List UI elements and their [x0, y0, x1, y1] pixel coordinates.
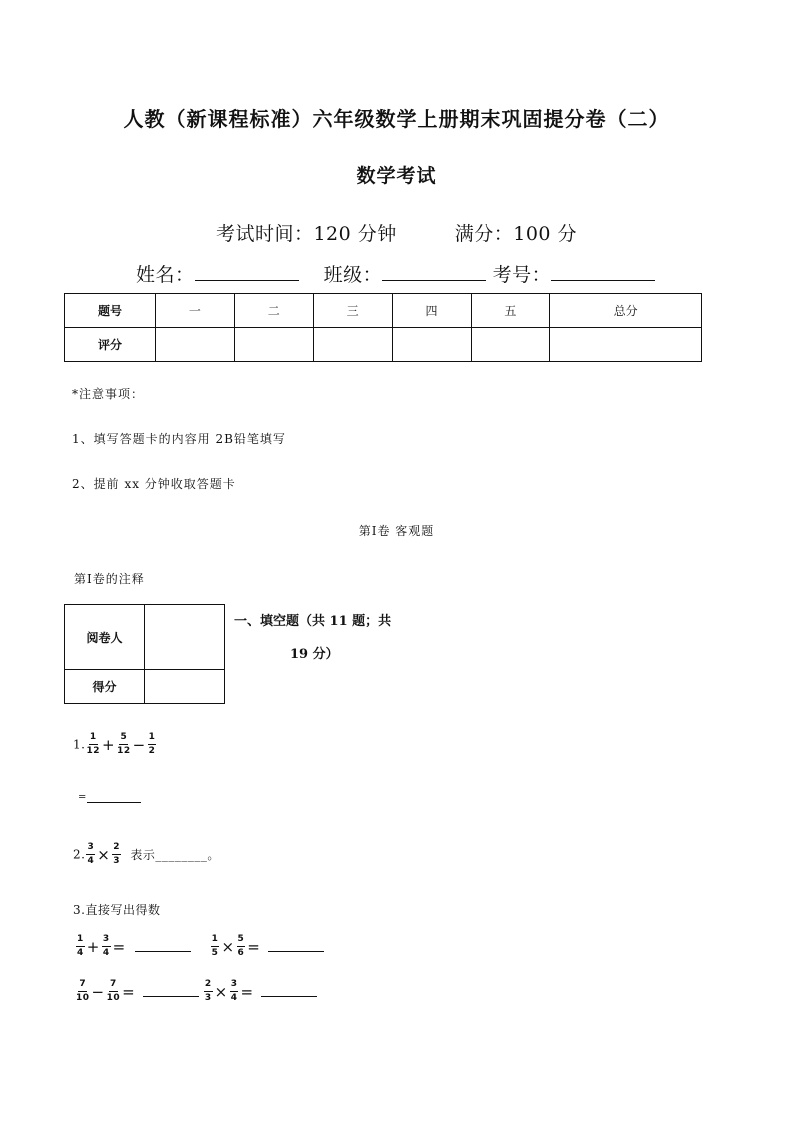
grader-label: 阅卷人 — [65, 605, 145, 670]
score-table-col: 总分 — [550, 294, 702, 328]
q3-blank-3[interactable] — [143, 987, 199, 997]
note-item: 1、填写答题卡的内容用 2B铅笔填写 — [72, 432, 286, 446]
fraction: $\frac{2}{3}$ — [113, 842, 121, 866]
q2-number: 2. — [73, 847, 86, 862]
score-cell[interactable] — [550, 328, 702, 362]
score-table — [64, 293, 702, 362]
fraction: $\frac{5}{12}$ — [117, 732, 131, 756]
question-1 — [73, 733, 157, 756]
q3-blank-2[interactable] — [268, 942, 324, 952]
times-sign: × — [221, 937, 235, 956]
q1-answer — [78, 792, 141, 803]
student-fields — [136, 260, 655, 287]
question-2 — [73, 843, 220, 866]
q3-blank-1[interactable] — [135, 942, 191, 952]
fraction: $\frac{7}{10}$ — [76, 979, 90, 1003]
fraction: $\frac{1}{5}$ — [211, 934, 219, 958]
volume-note: 第Ⅰ卷的注释 — [74, 572, 145, 586]
times-sign: × — [214, 982, 228, 1001]
score-table-row-label: 题号 — [65, 294, 156, 328]
minus-sign: − — [91, 982, 105, 1001]
score-table-col: 二 — [234, 294, 313, 328]
q3-row-2 — [75, 980, 317, 1003]
fraction: $\frac{1}{2}$ — [148, 732, 156, 756]
fraction: $\frac{5}{6}$ — [237, 934, 245, 958]
equals-sign: = — [247, 937, 261, 956]
minus-sign: − — [132, 735, 146, 754]
grader-cell[interactable] — [145, 605, 225, 670]
score-table-header-row — [65, 294, 702, 328]
plus-sign: + — [86, 937, 100, 956]
document-title: 人教（新课程标准）六年级数学上册期末巩固提分卷（二） — [123, 107, 670, 131]
fraction: $\frac{1}{4}$ — [77, 934, 84, 958]
q1-number: 1. — [73, 737, 86, 752]
document-subtitle: 数学考试 — [356, 165, 437, 187]
q1-answer-blank[interactable] — [87, 793, 141, 803]
exam-info — [0, 219, 793, 246]
score-table-col: 四 — [392, 294, 471, 328]
q1-equals: = — [78, 792, 87, 803]
score-table-col: 五 — [471, 294, 550, 328]
class-blank[interactable] — [382, 261, 486, 281]
score-cell[interactable] — [156, 328, 235, 362]
id-label: 考号： — [492, 264, 552, 286]
name-blank[interactable] — [195, 261, 299, 281]
part-title-line1: 一、填空题（共 11 题；共 — [234, 614, 392, 629]
grader-score-label: 得分 — [65, 670, 145, 704]
volume-title: 第Ⅰ卷 客观题 — [358, 524, 435, 538]
q3-row-1 — [75, 935, 324, 958]
score-table-row-label: 评分 — [65, 328, 156, 362]
name-label: 姓名： — [136, 264, 195, 286]
equals-sign: = — [240, 982, 254, 1001]
q3-blank-4[interactable] — [261, 987, 317, 997]
class-label: 班级： — [323, 264, 383, 286]
score-table-col: 三 — [313, 294, 392, 328]
score-table-score-row — [65, 328, 702, 362]
q2-text: 表示________。 — [130, 848, 220, 862]
equals-sign: = — [112, 937, 126, 956]
grader-score-cell[interactable] — [145, 670, 225, 704]
score-cell[interactable] — [392, 328, 471, 362]
fraction: $\frac{1}{12}$ — [86, 732, 100, 756]
exam-full-score: 满分：100 分 — [454, 223, 578, 245]
score-cell[interactable] — [313, 328, 392, 362]
fraction: $\frac{3}{4}$ — [102, 934, 110, 958]
id-blank[interactable] — [551, 261, 655, 281]
exam-time: 考试时间：120 分钟 — [215, 223, 397, 245]
fraction: $\frac{2}{3}$ — [204, 979, 212, 1003]
score-table-col: 一 — [156, 294, 235, 328]
plus-sign: + — [101, 735, 116, 754]
part-title — [234, 605, 391, 671]
fraction: $\frac{3}{4}$ — [230, 979, 238, 1003]
score-cell[interactable] — [471, 328, 550, 362]
fraction: $\frac{3}{4}$ — [87, 842, 95, 866]
part-title-line2: 19 分） — [290, 647, 339, 662]
note-item: 2、提前 xx 分钟收取答题卡 — [72, 477, 236, 491]
times-sign: × — [97, 845, 111, 864]
question-3: 3.直接写出得数 — [73, 903, 161, 917]
score-cell[interactable] — [234, 328, 313, 362]
notes-heading: *注意事项： — [72, 387, 145, 401]
equals-sign: = — [122, 982, 136, 1001]
grader-table — [64, 604, 225, 704]
fraction: $\frac{7}{10}$ — [106, 979, 121, 1003]
